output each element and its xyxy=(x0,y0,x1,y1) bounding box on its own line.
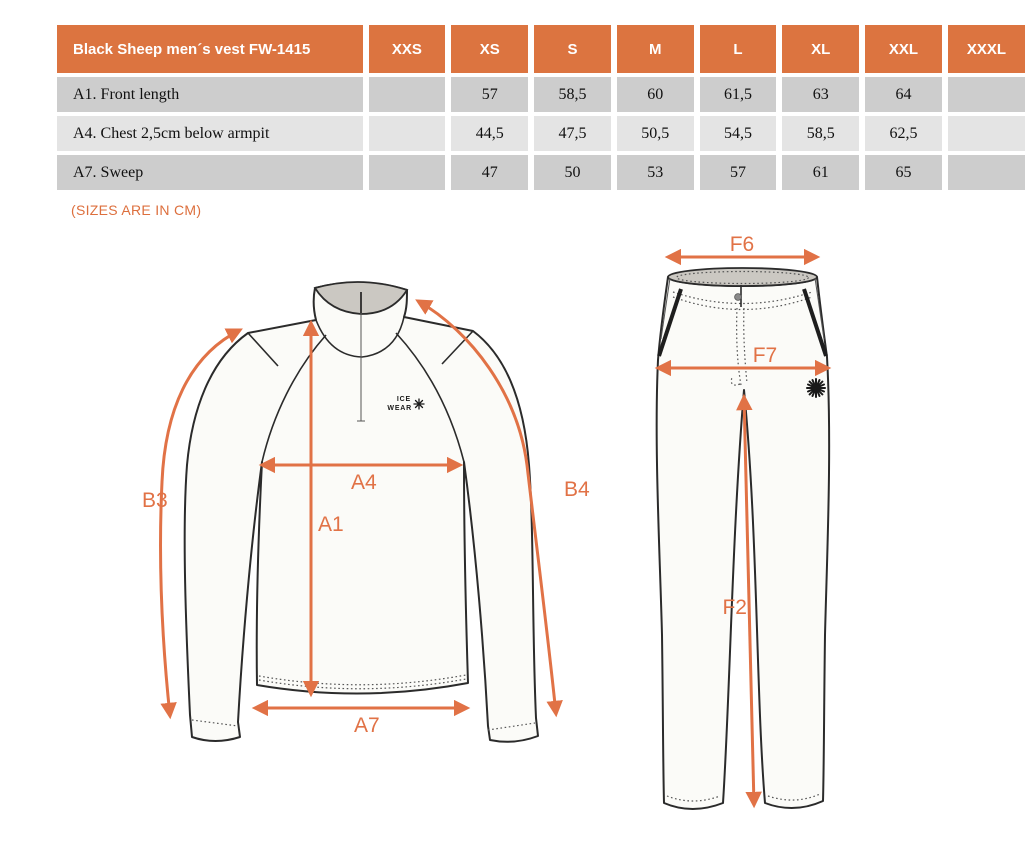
pants-measurement-diagram xyxy=(620,235,960,815)
size-value-cell xyxy=(369,155,446,190)
table-row xyxy=(57,155,1025,190)
vest-measurement-diagram xyxy=(130,250,610,760)
size-header-cell: S xyxy=(534,25,611,73)
size-header-cell: XS xyxy=(451,25,528,73)
size-value-cell: 58,5 xyxy=(782,116,859,151)
size-value-cell xyxy=(948,77,1025,112)
size-value-cell xyxy=(369,116,446,151)
table-row xyxy=(57,77,1025,112)
size-value-cell: 47,5 xyxy=(534,116,611,151)
size-value-cell: 65 xyxy=(865,155,942,190)
snowflake-icon xyxy=(807,379,825,397)
table-row xyxy=(57,116,1025,151)
size-value-cell: 47 xyxy=(451,155,528,190)
size-value-cell: 50 xyxy=(534,155,611,190)
logo-text-wear: WEAR xyxy=(387,405,412,412)
size-value-cell: 60 xyxy=(617,77,694,112)
label-f2: F2 xyxy=(722,596,747,619)
size-value-cell xyxy=(948,116,1025,151)
size-value-cell: 61,5 xyxy=(700,77,777,112)
label-a1: A1 xyxy=(318,513,344,536)
size-header-cell: M xyxy=(617,25,694,73)
size-value-cell: 57 xyxy=(451,77,528,112)
label-f7: F7 xyxy=(752,344,778,367)
size-header-cell: L xyxy=(700,25,777,73)
waist-opening xyxy=(668,268,817,286)
size-value-cell: 62,5 xyxy=(865,116,942,151)
row-label-cell: A7. Sweep xyxy=(57,155,363,190)
size-value-cell: 50,5 xyxy=(617,116,694,151)
size-value-cell: 57 xyxy=(700,155,777,190)
size-table xyxy=(51,21,1031,194)
size-value-cell xyxy=(369,77,446,112)
size-value-cell: 58,5 xyxy=(534,77,611,112)
waist-button xyxy=(735,294,742,301)
size-value-cell: 61 xyxy=(782,155,859,190)
table-header-row xyxy=(57,25,1025,73)
pants-outline xyxy=(657,277,830,809)
label-b3: B3 xyxy=(142,489,168,512)
snowflake-icon xyxy=(414,399,424,409)
size-header-cell: XXS xyxy=(369,25,446,73)
size-header-cell: XXXL xyxy=(948,25,1025,73)
size-header-cell: XL xyxy=(782,25,859,73)
size-value-cell xyxy=(948,155,1025,190)
size-value-cell: 54,5 xyxy=(700,116,777,151)
size-value-cell: 53 xyxy=(617,155,694,190)
label-b4: B4 xyxy=(564,478,590,501)
row-label-cell: A4. Chest 2,5cm below armpit xyxy=(57,116,363,151)
size-value-cell: 64 xyxy=(865,77,942,112)
logo-text-ice: ICE xyxy=(396,396,411,403)
table-title-cell: Black Sheep men´s vest FW-1415 xyxy=(57,25,363,73)
label-f6: F6 xyxy=(729,235,755,256)
row-label-cell: A1. Front length xyxy=(57,77,363,112)
label-a4: A4 xyxy=(351,471,377,494)
label-a7: A7 xyxy=(354,714,380,737)
size-value-cell: 44,5 xyxy=(451,116,528,151)
units-note: (SIZES ARE IN CM) xyxy=(71,202,202,218)
size-value-cell: 63 xyxy=(782,77,859,112)
size-header-cell: XXL xyxy=(865,25,942,73)
